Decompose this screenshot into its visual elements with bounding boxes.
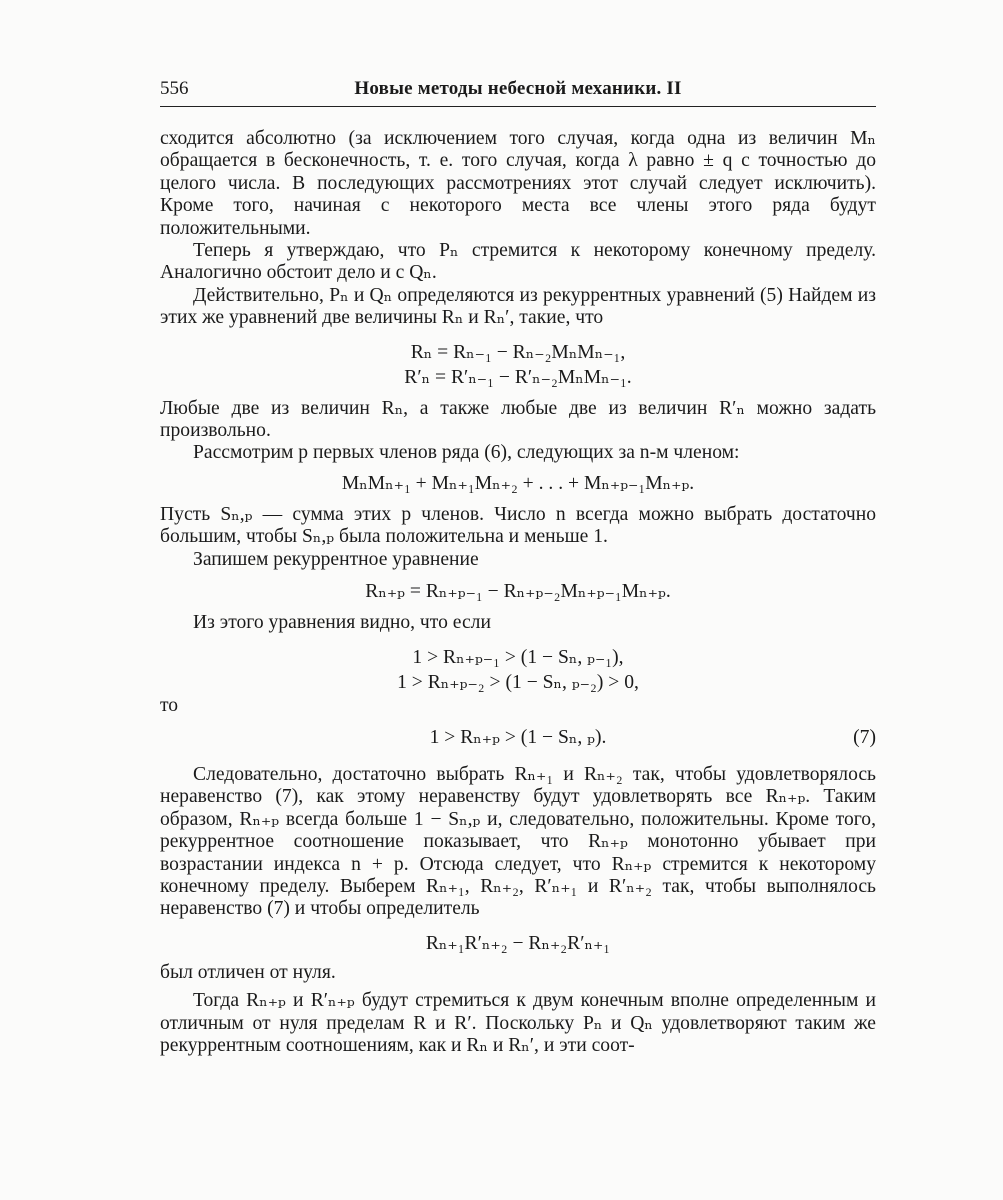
paragraph: Из этого уравнения видно, что если bbox=[193, 612, 491, 634]
page-body bbox=[160, 128, 876, 1057]
equation-number: (7) bbox=[853, 726, 876, 748]
equation-row bbox=[160, 725, 876, 750]
page-number: 556 bbox=[160, 78, 189, 99]
paragraph: Запишем рекуррентное уравнение bbox=[193, 548, 479, 570]
equation: 1 > Rₙ₊ₚ₋₂ > (1 − Sₙ, ₚ₋₂) > 0, bbox=[397, 671, 639, 693]
equation: MₙMₙ₊₁ + Mₙ₊₁Mₙ₊₂ + . . . + Mₙ₊ₚ₋₁Mₙ₊ₚ. bbox=[341, 472, 695, 494]
equation: R′ₙ = R′ₙ₋₁ − R′ₙ₋₂MₙMₙ₋₁. bbox=[404, 366, 632, 388]
paragraph: Любые две из величин Rₙ, а также любые две из величин R′ₙ можно задать произвольно. bbox=[160, 397, 876, 442]
equation: Rₙ₊ₚ = Rₙ₊ₚ₋₁ − Rₙ₊ₚ₋₂Mₙ₊ₚ₋₁Mₙ₊ₚ. bbox=[365, 581, 671, 603]
running-title: Новые методы небесной механики. II bbox=[354, 78, 682, 99]
equation: 1 > Rₙ₊ₚ > (1 − Sₙ, ₚ). bbox=[429, 726, 607, 748]
equation: Rₙ₊₁R′ₙ₊₂ − Rₙ₊₂R′ₙ₊₁ bbox=[425, 932, 611, 954]
paragraph: Пусть Sₙ,ₚ — сумма этих p членов. Число n всегда можно выбрать достаточно большим, чтобы Sₙ,ₚ была положительна и меньше 1. bbox=[160, 503, 876, 548]
paragraph: Рассмотрим p первых членов ряда (6), следующих за n-м членом: bbox=[193, 442, 740, 464]
paragraph: Действительно, Pₙ и Qₙ определяются из рекуррентных уравнений (5) Найдем из этих же уравнений две величины Rₙ и Rₙ′, такие, что bbox=[160, 284, 876, 329]
equation: 1 > Rₙ₊ₚ₋₁ > (1 − Sₙ, ₚ₋₁), bbox=[412, 646, 624, 668]
paragraph: Следовательно, достаточно выбрать Rₙ₊₁ и Rₙ₊₂ так, чтобы удовлетворялось неравенство (7), как этому неравенству будут удовлетворять все Rₙ₊ₚ. Таким образом, Rₙ₊ₚ всегда больше 1 − Sₙ,ₚ и, следовательно, положительны. Кроме того, рекуррентное соотношение показывает, что Rₙ₊ₚ монотонно убывает при возрастании индекса n + p. Отсюда следует, что Rₙ₊ₚ стремится к некоторому конечному пределу. Выберем Rₙ₊₁, Rₙ₊₂, R′ₙ₊₁ и R′ₙ₊₂ так, чтобы выполнялось неравенство (7) и чтобы определитель bbox=[160, 763, 876, 920]
page-header bbox=[160, 78, 876, 107]
paragraph: Тогда Rₙ₊ₚ и R′ₙ₊ₚ будут стремиться к двум конечным вполне определенным и отличным от нуля пределам R и R′. Поскольку Pₙ и Qₙ удовлетворяют таким же рекуррентным соотношениям, как и Rₙ и Rₙ′, и эти соот- bbox=[160, 990, 876, 1056]
paragraph: Теперь я утверждаю, что Pₙ стремится к некоторому конечному пределу. Аналогично обстоит дело и с Qₙ. bbox=[160, 240, 876, 284]
paragraph: то bbox=[160, 694, 179, 716]
paragraph: сходится абсолютно (за исключением того случая, когда одна из величин Mₙ обращается в бесконечность, т. е. того случая, когда λ равно ± q с точностью до целого числа. В последующих рассмотрениях этот случай следует исключить). Кроме того, начиная с некоторого места все члены этого ряда будут положительными. bbox=[160, 128, 876, 239]
paragraph: был отличен от нуля. bbox=[160, 961, 336, 983]
equation: Rₙ = Rₙ₋₁ − Rₙ₋₂MₙMₙ₋₁, bbox=[410, 341, 626, 363]
